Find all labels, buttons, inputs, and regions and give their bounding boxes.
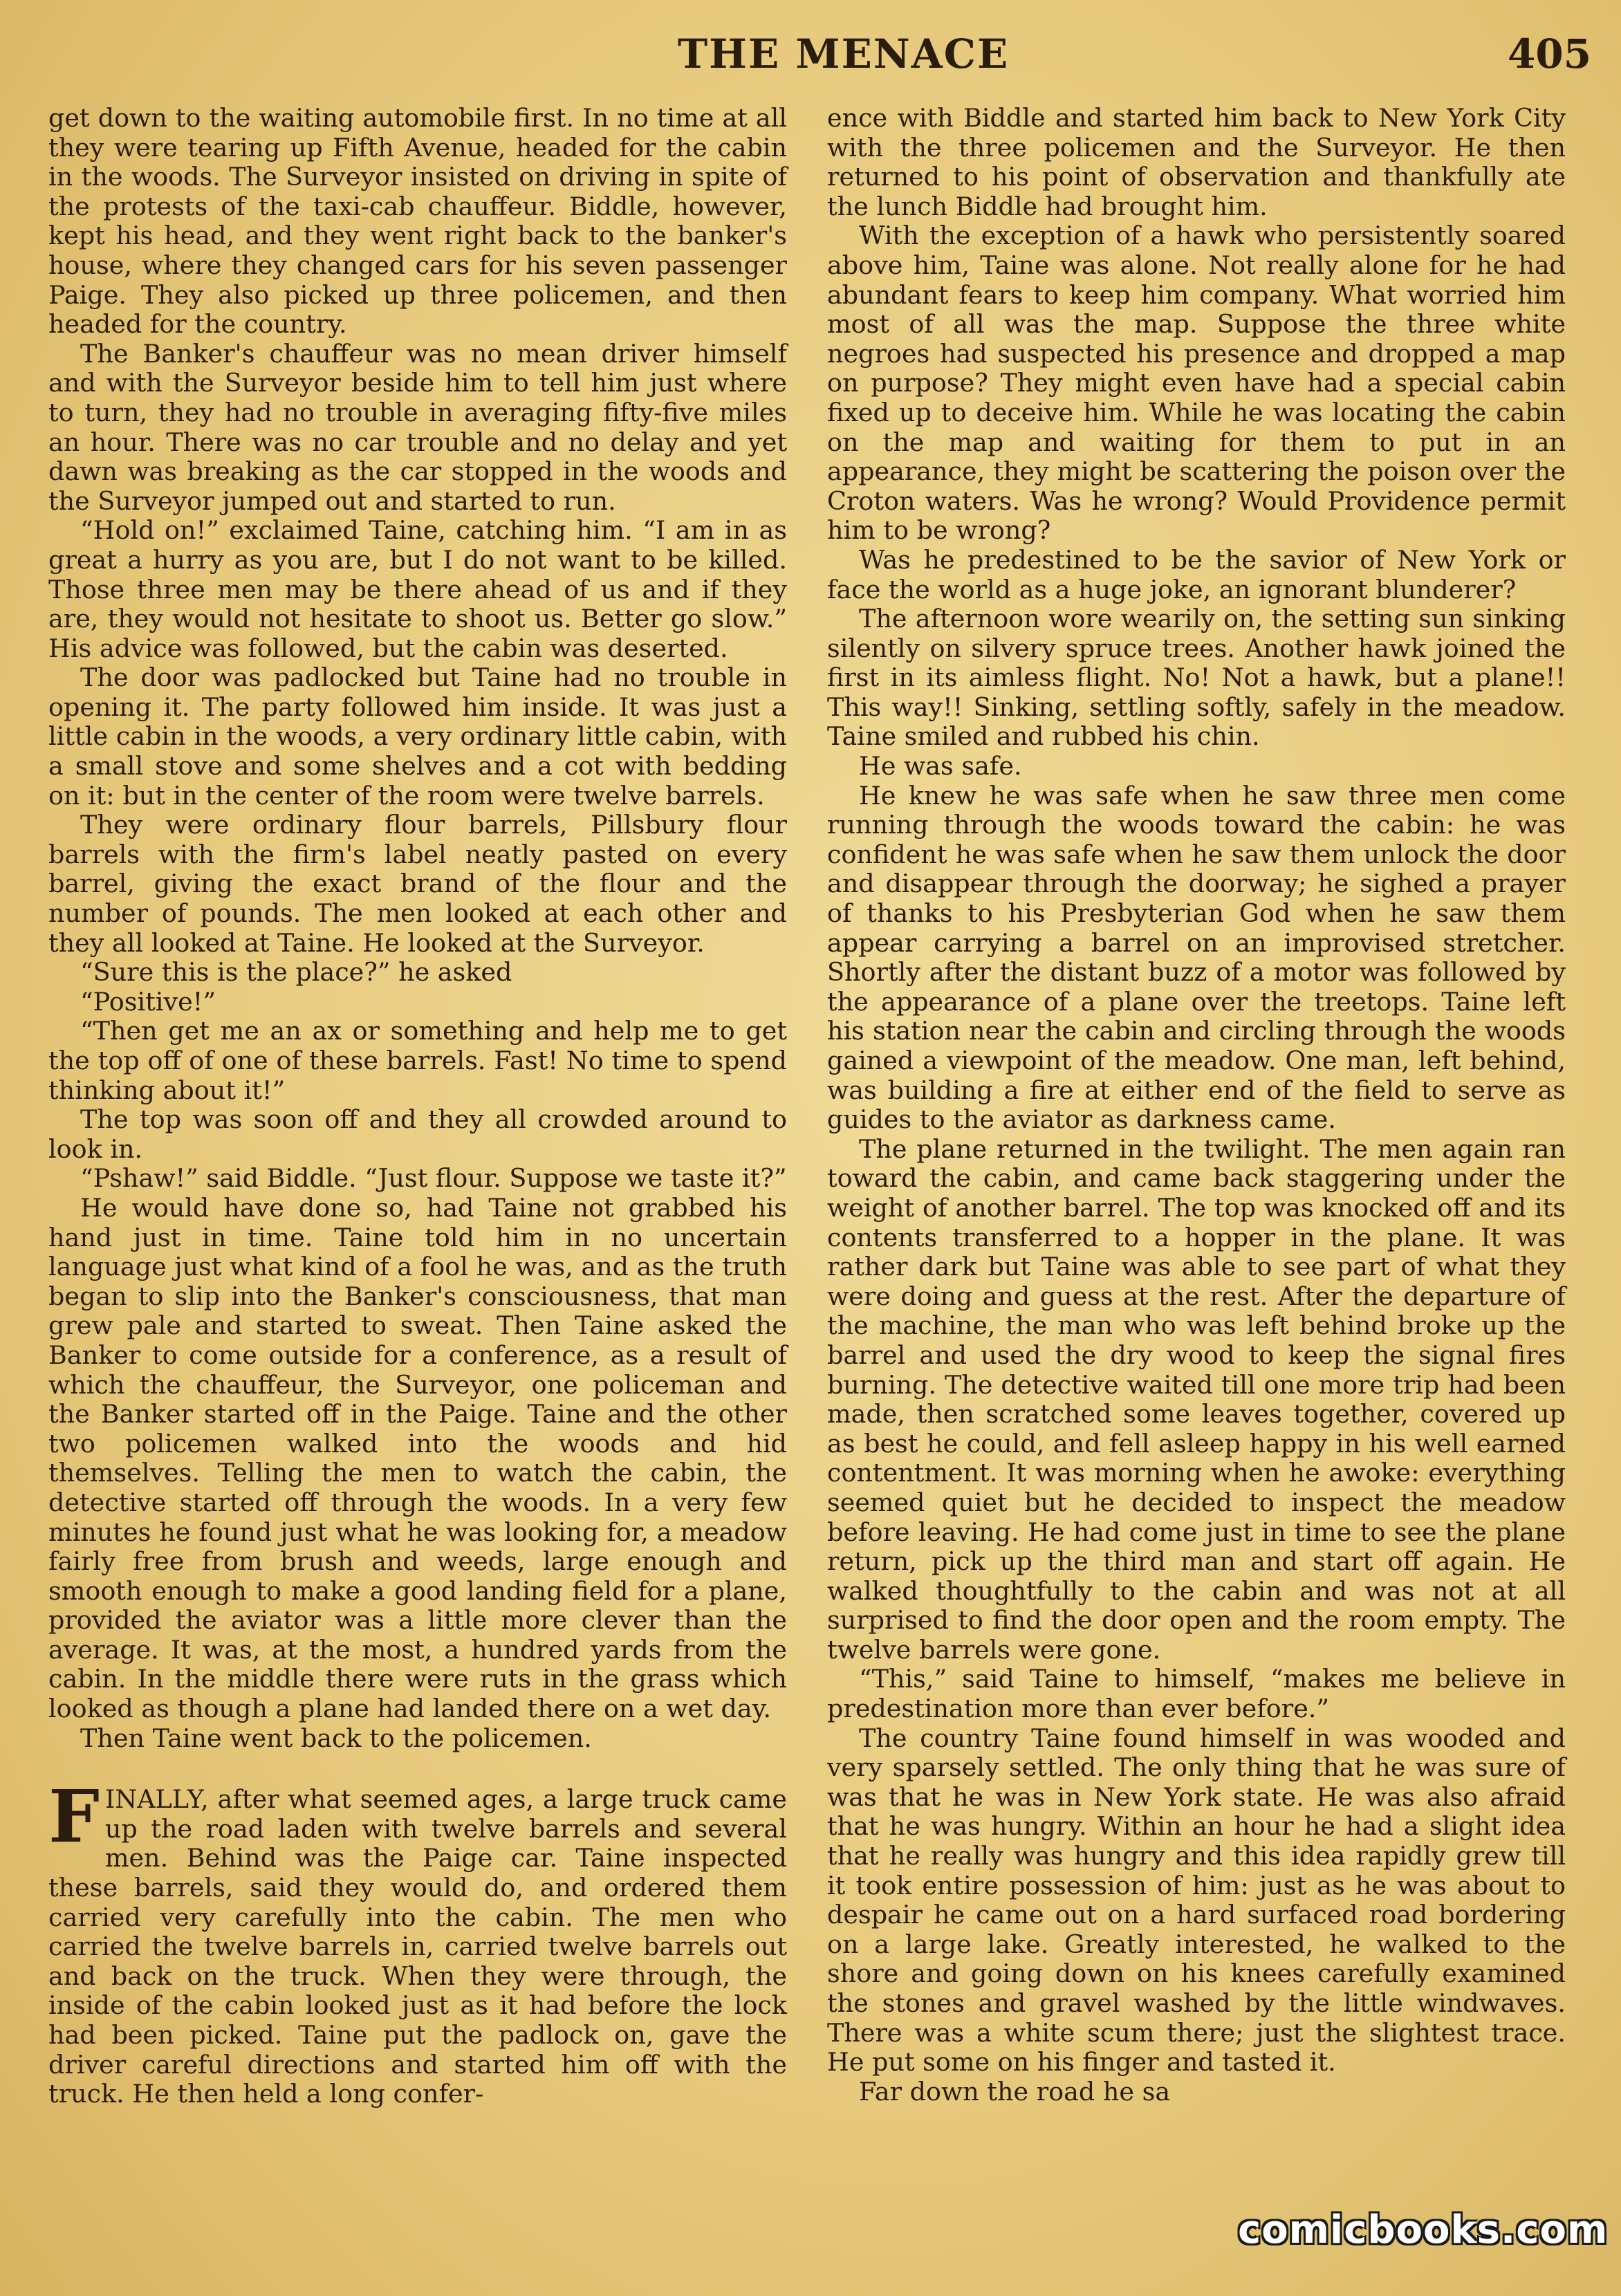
running-header: THE MENACE	[678, 30, 1010, 77]
paragraph: The plane returned in the twilight. The men again ran toward the cabin, and came back staggering under the weight of another barrel. The top was knocked off and its contents transferred to a hopper in the plane. It was rather dark but Taine was able to see part of what they were doing and guess at the rest. After the departure of the machine, the man who was left behind broke up the barrel and used the dry wood to keep the signal fires burning. The detective waited till one more trip had been made, then scratched some leaves together, covered up as best he could, and fell asleep happy in his well earned contentment. It was morning when he awoke: everything seemed quiet but he decided to inspect the meadow before leaving. He had come just in time to see the plane return, pick up the third man and start off again. He walked thoughtfully to the cabin and was not at all surprised to find the door open and the room empty. The twelve barrels were gone.	[827, 1133, 1566, 1665]
paragraph: “Then get me an ax or something and help me to get the top off of one of these barrels. Fast! No time to spend thinking about it!”	[48, 1016, 787, 1105]
paragraph: ence with Biddle and started him back to New York City with the three policemen and the Surveyor. He then returned to his point of observation and thankfully ate the lunch Biddle had brought him.	[827, 103, 1566, 221]
paragraph: Far down the road he sa	[859, 2076, 1171, 2107]
paragraph: “Positive!”	[80, 986, 216, 1017]
paragraph: “Sure this is the place?” he asked	[80, 957, 512, 988]
section-text: INALLY, after what seemed ages, a large truck came up the road laden with twelve barrels and several men. Behind was the Paige car. Taine inspected these barrels, said they would do, and ordered them carried very carefully into the cabin. The men who carried the twelve barrels in, carried twelve barrels out and back on the truck. When they were through, the inside of the cabin looked just as it had before the lock had been picked. Taine put the padlock on, gave the driver careful directions and started him off with the truck. He then held a long confer-	[48, 1784, 787, 2109]
left-column	[48, 104, 787, 2109]
paragraph: Was he predestined to be the savior of New York or face the world as a huge joke, an ignorant blunderer?	[827, 544, 1566, 604]
paragraph: “Hold on!” exclaimed Taine, catching him. “I am in as great a hurry as you are, but I do not want to be killed. Those three men may be there ahead of us and if they are, they would not hesitate to shoot us. Better go slow.” His advice was followed, but the cabin was deserted.	[48, 515, 787, 663]
paragraph: He was safe.	[859, 751, 1022, 781]
paragraph: The door was padlocked but Taine had no trouble in opening it. The party followed him inside. It was just a little cabin in the woods, a very ordinary little cabin, with a small stove and some shelves and a cot with bedding on it: but in the center of the room were twelve barrels.	[48, 663, 787, 811]
watermark-logo: comicbooks.com	[1238, 2207, 1609, 2252]
paragraph: The afternoon wore wearily on, the setting sun sinking silently on silvery spruce trees. Another hawk joined the first in its aimless flight. No! Not a hawk, but a plane!! This way!! Sinking, settling softly, safely in the meadow. Taine smiled and rubbed his chin.	[827, 604, 1566, 752]
paragraph: He would have done so, had Taine not grabbed his hand just in time. Taine told him in no uncertain language just what kind of a fool he was, and as the truth began to slip into the Banker's consciousness, that man grew pale and started to sweat. Then Taine asked the Banker to come outside for a conference, as a result of which the chauffeur, the Surveyor, one policeman and the Banker started off in the Paige. Taine and the other two policemen walked into the woods and hid themselves. Telling the men to watch the cabin, the detective started off through the woods. In a very few minutes he found just what he was looking for, a meadow fairly free from brush and weeds, large enough and smooth enough to make a good landing field for a plane, provided the aviator was a little more clever than the average. It was, at the most, a hundred yards from the cabin. In the middle there were ruts in the grass which looked as though a plane had landed there on a wet day.	[48, 1192, 787, 1724]
paragraph: The Banker's chauffeur was no mean driver himself and with the Surveyor beside him to tell him just where to turn, they had no trouble in averaging fifty-five miles an hour. There was no car trouble and no delay and yet dawn was breaking as the car stopped in the woods and the Surveyor jumped out and started to run.	[48, 338, 787, 516]
paragraph: “This,” said Taine to himself, “makes me believe in predestination more than ever before.”	[827, 1664, 1566, 1724]
paragraph: “Pshaw!” said Biddle. “Just flour. Suppose we taste it?”	[80, 1163, 787, 1194]
paragraph: They were ordinary flour barrels, Pillsbury flour barrels with the firm's label neatly pasted on every barrel, giving the exact brand of the flour and the number of pounds. The men looked at each other and they all looked at Taine. He looked at the Surveyor.	[48, 810, 787, 958]
section-paragraph	[48, 1774, 787, 2109]
paragraph: The country Taine found himself in was wooded and very sparsely settled. The only thing that he was sure of was that he was in New York state. He was also afraid that he was hungry. Within an hour he had a slight idea that he really was hungry and this idea rapidly grew till it took entire possession of him: just as he was about to despair he came out on a hard surfaced road bordering on a large lake. Greatly interested, he walked to the shore and going down on his knees carefully examined the stones and gravel washed by the little windwaves. There was a white scum there; just the slightest trace. He put some on his finger and tasted it.	[827, 1723, 1566, 2077]
drop-cap: F	[48, 1774, 100, 1860]
paragraph: The top was soon off and they all crowded around to look in.	[48, 1104, 787, 1164]
paragraph: Then Taine went back to the policemen.	[80, 1723, 592, 1753]
page-number: 405	[1508, 30, 1592, 77]
paragraph: get down to the waiting automobile first. In no time at all they were tearing up Fifth Avenue, headed for the cabin in the woods. The Surveyor insisted on driving in spite of the protests of the taxi-cab chauffeur. Biddle, however, kept his head, and they went right back to the banker's house, where they changed cars for his seven passenger Paige. They also picked up three policemen, and then headed for the country.	[48, 103, 787, 340]
paragraph: With the exception of a hawk who persistently soared above him, Taine was alone. Not really alone for he had abundant fears to keep him company. What worried him most of all was the map. Suppose the three white negroes had suspected his presence and dropped a map on purpose? They might even have had a special cabin fixed up to deceive him. While he was locating the cabin on the map and waiting for them to put in an appearance, they might be scattering the poison over the Croton waters. Was he wrong? Would Providence permit him to be wrong?	[827, 221, 1566, 546]
right-column	[827, 104, 1566, 2107]
paragraph: He knew he was safe when he saw three men come running through the woods toward the cabin: he was confident he was safe when he saw them unlock the door and disappear through the doorway; he sighed a prayer of thanks to his Presbyterian God when he saw them appear carrying a barrel on an improvised stretcher. Shortly after the distant buzz of a motor was followed by the appearance of a plane over the treetops. Taine left his station near the cabin and circling through the woods gained a viewpoint of the meadow. One man, left behind, was building a fire at either end of the field to serve as guides to the aviator as darkness came.	[827, 780, 1566, 1135]
